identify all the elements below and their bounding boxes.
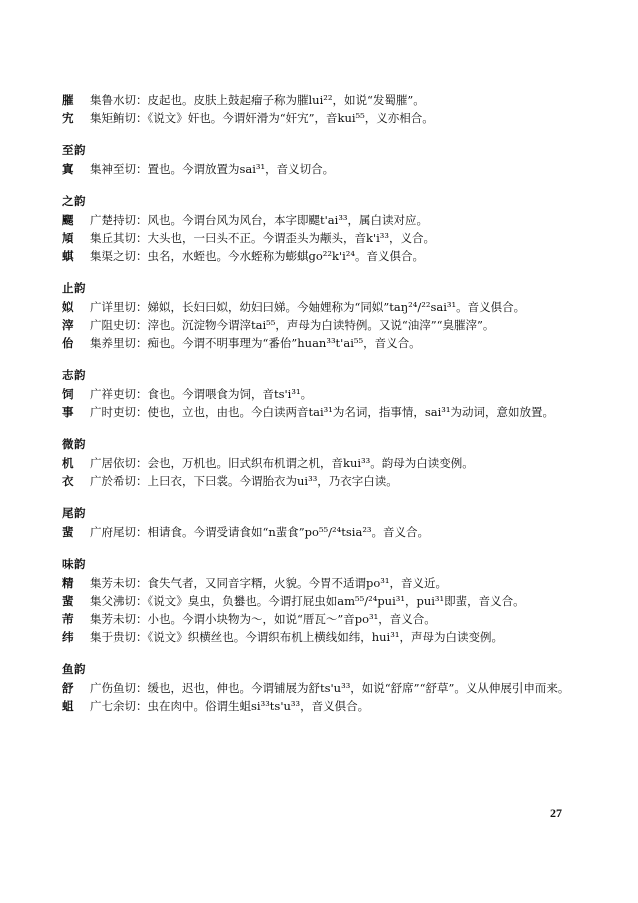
entry-definition: 集神至切：置也。今谓放置为sai³¹，音义切合。 bbox=[90, 162, 335, 176]
rhyme-group bbox=[62, 661, 602, 715]
entry-definition: 广於希切：上曰衣，下曰裳。今谓胎衣为ui³³，乃衣字白读。 bbox=[90, 474, 398, 488]
entry-definition: 集芳未切：小也。今谓小块物为～，如说“厝瓦～”音po³¹，音义合。 bbox=[90, 612, 436, 626]
dictionary-entry bbox=[62, 404, 602, 421]
dictionary-entry bbox=[62, 455, 602, 472]
entry-definition: 广祥吏切：食也。今谓喂食为饲，音ts'i³¹。 bbox=[90, 387, 313, 401]
entry-definition: 广居依切：会也，万机也。旧式织布机谓之机，音kui³³。韵母为白读变例。 bbox=[90, 456, 474, 470]
dictionary-entry bbox=[62, 524, 602, 541]
entry-headword: 纬 bbox=[62, 630, 74, 644]
entry-definition: 集渠之切：虫名，水蛭也。今水蛭称为蟛蜞go²²k'i²⁴。音义俱合。 bbox=[90, 249, 425, 263]
page-number: 27 bbox=[550, 806, 562, 820]
entry-headword: 膗 bbox=[62, 93, 74, 107]
entry-definition: 广楚持切：风也。今谓台风为风台，本字即颸t'ai³³，属白读对应。 bbox=[90, 213, 429, 227]
entry-headword: 蜚 bbox=[62, 594, 74, 608]
rhyme-group bbox=[62, 142, 602, 178]
rhyme-group bbox=[62, 92, 602, 127]
entry-headword: 宄 bbox=[62, 111, 74, 125]
entry-headword: 颸 bbox=[62, 213, 74, 227]
rhyme-heading: 止韵 bbox=[62, 281, 86, 295]
dictionary-entry bbox=[62, 593, 602, 610]
entry-definition: 集丘其切：大头也，一曰头不正。今谓歪头为颟头，音k'i³³，义合。 bbox=[90, 231, 436, 245]
entry-headword: 衣 bbox=[62, 474, 74, 488]
dictionary-entry bbox=[62, 575, 602, 592]
entry-headword: 机 bbox=[62, 456, 74, 470]
dictionary-entry bbox=[62, 335, 602, 352]
entry-headword: 寘 bbox=[62, 162, 74, 176]
rhyme-group bbox=[62, 280, 602, 352]
entry-headword: 舒 bbox=[62, 681, 74, 695]
entry-headword: 精 bbox=[62, 576, 74, 590]
entry-headword: 滓 bbox=[62, 318, 74, 332]
rhyme-group bbox=[62, 556, 602, 646]
rhyme-heading: 至韵 bbox=[62, 143, 86, 157]
dictionary-entry bbox=[62, 212, 602, 229]
entry-headword: 蜞 bbox=[62, 249, 74, 263]
entry-definition: 集芳未切：食失气者，又同音字糈，火貌。今胃不适谓po³¹，音义近。 bbox=[90, 576, 448, 590]
rhyme-heading: 微韵 bbox=[62, 437, 86, 451]
entry-definition: 广阻史切：滓也。沉淀物今谓滓tai⁵⁵，声母为白读特例。又说“油滓”“臭膗滓”。 bbox=[90, 318, 495, 332]
document-body bbox=[62, 92, 602, 730]
dictionary-entry bbox=[62, 698, 602, 715]
entry-definition: 广伤鱼切：缓也，迟也，伸也。今谓铺展为舒ts'u³³，如说“舒席”“舒草”。义从伸展引申而来。 bbox=[90, 681, 570, 695]
entry-definition: 广详里切：娣姒，长妇曰姒，幼妇曰娣。今妯娌称为“同姒”taŋ²⁴/²²sai³¹。音义俱合。 bbox=[90, 300, 526, 314]
entry-headword: 事 bbox=[62, 405, 74, 419]
rhyme-group bbox=[62, 193, 602, 265]
entry-definition: 广七余切：虫在肉中。俗谓生蛆si³³ts'u³³，音义俱合。 bbox=[90, 699, 370, 713]
rhyme-group bbox=[62, 505, 602, 541]
dictionary-entry bbox=[62, 92, 602, 109]
entry-headword: 芾 bbox=[62, 612, 74, 626]
dictionary-entry bbox=[62, 317, 602, 334]
dictionary-entry bbox=[62, 629, 602, 646]
rhyme-group bbox=[62, 436, 602, 490]
entry-definition: 集鲁水切：皮起也。皮肤上鼓起瘤子称为膗lui²²，如说“发蜀膗”。 bbox=[90, 93, 425, 107]
dictionary-entry bbox=[62, 110, 602, 127]
entry-definition: 集于贵切：《说文》织横丝也。今谓织布机上横线如纬，hui³¹，声母为白读变例。 bbox=[90, 630, 503, 644]
rhyme-heading: 尾韵 bbox=[62, 506, 86, 520]
dictionary-entry bbox=[62, 473, 602, 490]
rhyme-heading: 志韵 bbox=[62, 368, 86, 382]
entry-headword: 姒 bbox=[62, 300, 74, 314]
dictionary-entry bbox=[62, 680, 602, 697]
rhyme-heading: 之韵 bbox=[62, 194, 86, 208]
rhyme-group bbox=[62, 367, 602, 421]
entry-headword: 饲 bbox=[62, 387, 74, 401]
entry-headword: 蜚 bbox=[62, 525, 74, 539]
dictionary-entry bbox=[62, 248, 602, 265]
dictionary-entry bbox=[62, 161, 602, 178]
dictionary-entry bbox=[62, 230, 602, 247]
entry-headword: 蛆 bbox=[62, 699, 74, 713]
entry-definition: 广时吏切：使也，立也，由也。今白读两音tai³¹为名词，指事情，sai³¹为动词，意如放置。 bbox=[90, 405, 555, 419]
dictionary-entry bbox=[62, 386, 602, 403]
entry-definition: 集养里切：痴也。今谓不明事理为“番佁”huan³³t'ai⁵⁵，音义合。 bbox=[90, 336, 421, 350]
entry-headword: 佁 bbox=[62, 336, 74, 350]
entry-definition: 广府尾切：相请食。今谓受请食如“n蜚食”po⁵⁵/²⁴tsia²³。音义合。 bbox=[90, 525, 430, 539]
entry-definition: 集父沸切：《说文》臭虫，负蠜也。今谓打屁虫如am⁵⁵/²⁴pui³¹，pui³¹即蜚，音义合。 bbox=[90, 594, 525, 608]
rhyme-heading: 味韵 bbox=[62, 557, 86, 571]
entry-definition: 集矩鲔切：《说文》奸也。今谓奸滑为“奸宄”，音kui⁵⁵，义亦相合。 bbox=[90, 111, 434, 125]
entry-headword: 頄 bbox=[62, 231, 74, 245]
rhyme-heading: 鱼韵 bbox=[62, 662, 86, 676]
dictionary-entry bbox=[62, 299, 602, 316]
dictionary-entry bbox=[62, 611, 602, 628]
